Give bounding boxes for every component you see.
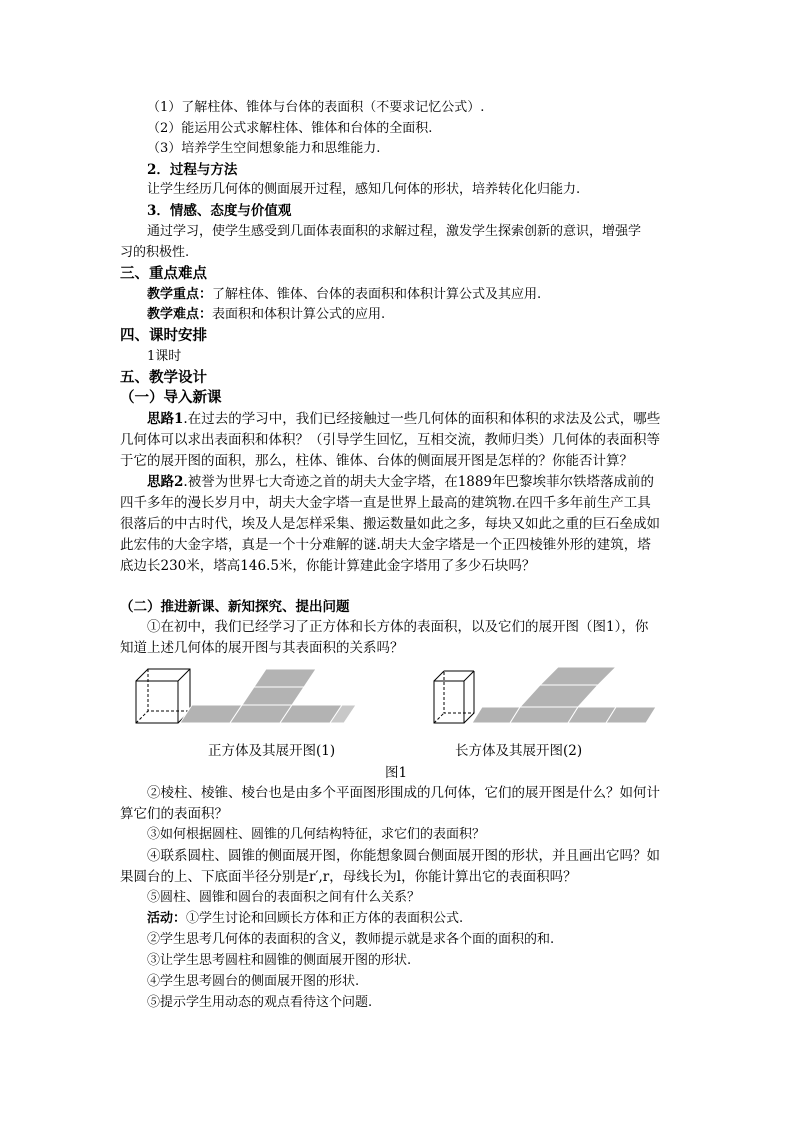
idea1-line-1 <box>147 409 660 429</box>
question-5: ⑤圆柱、圆锥和圆台的表面积之间有什么关系？ <box>147 890 421 905</box>
activity-label: 活动： <box>147 911 187 926</box>
idea2-line-4: 此宏伟的大金字塔，真是一个十分难解的谜.胡夫大金字塔是一个正四棱锥外形的建筑，塔 <box>120 537 651 553</box>
figure-label: 图1 <box>385 765 408 781</box>
cuboid-net-figure <box>428 665 660 727</box>
idea2-line-5: 底边长230米，塔高146.5米，你能计算建此金字塔用了多少石块吗？ <box>120 558 536 574</box>
process-heading: 2．过程与方法 <box>147 162 238 178</box>
idea2-line-3: 很落后的中古时代，埃及人是怎样采集、搬运数量如此之多，每块又如此之重的巨石垒成如 <box>120 516 660 532</box>
teaching-focus-text: 了解柱体、锥体、台体的表面积和体积计算公式及其应用. <box>212 287 542 302</box>
cube-net-figure <box>130 665 360 727</box>
schedule-text: 1课时 <box>147 349 182 364</box>
cuboid-drawing <box>434 671 474 723</box>
question-3: ③如何根据圆柱、圆锥的几何结构特征，求它们的表面积？ <box>147 827 486 842</box>
key-points-heading: 三、重点难点 <box>120 265 207 282</box>
question-4-line-2: 果圆台的上、下底面半径分别是r′,r，母线长为l，你能计算出它的表面积吗？ <box>120 869 577 885</box>
teaching-focus-label: 教学重点： <box>147 287 213 302</box>
figure-caption-right: 长方体及其展开图(2) <box>455 743 583 759</box>
activity-5: ⑤提示学生用动态的观点看待这个问题. <box>147 995 373 1010</box>
figure-caption-left: 正方体及其展开图(1) <box>208 743 336 759</box>
idea1-label: 思路1 <box>147 411 184 427</box>
question-1-line-2: 知道上述几何体的展开图与其表面积的关系吗？ <box>120 640 404 656</box>
cuboid-net <box>472 667 656 723</box>
cube-net <box>180 669 356 723</box>
idea2-line-2: 四千多年的漫长岁月中，胡夫大金字塔一直是世界上最高的建筑物.在四千多年前生产工具 <box>120 495 651 511</box>
goal-item-2: （2）能运用公式求解柱体、锥体和台体的全面积. <box>147 121 433 136</box>
idea2-text: .被誉为世界七大奇迹之首的胡夫大金字塔，在1889年巴黎埃菲尔铁塔落成前的 <box>183 474 655 490</box>
emotion-heading: 3．情感、态度与价值观 <box>147 203 292 219</box>
teaching-focus <box>147 285 541 305</box>
teaching-difficulty <box>147 305 385 325</box>
teaching-difficulty-text: 表面积和体积计算公式的应用. <box>212 307 386 322</box>
activity-1: ①学生讨论和回顾长方体和正方体的表面积公式. <box>186 911 464 926</box>
emotion-text-1: 通过学习，使学生感受到几面体表面积的求解过程，激发学生探索创新的意识，增强学 <box>147 224 642 239</box>
question-2-line-2: 算它们的表面积？ <box>120 806 228 822</box>
idea2-label: 思路2 <box>147 474 184 490</box>
emotion-text-2: 习的积极性. <box>120 245 190 260</box>
teaching-difficulty-label: 教学难点： <box>147 307 213 322</box>
activity-line-1 <box>147 909 463 929</box>
goal-item-3: （3）培养学生空间想象能力和思维能力. <box>147 141 381 156</box>
activity-4: ④学生思考圆台的侧面展开图的形状. <box>147 974 360 989</box>
question-4-line-1: ④联系圆柱、圆锥的侧面展开图，你能想象圆台侧面展开图的形状，并且画出它吗？如 <box>147 848 660 864</box>
goal-item-1: （1）了解柱体、锥体与台体的表面积（不要求记忆公式）. <box>147 100 485 115</box>
new-lesson-heading: （二）推进新课、新知探究、提出问题 <box>120 599 350 615</box>
question-1-line-1: ①在初中，我们已经学习了正方体和长方体的表面积，以及它们的展开图（图1），你 <box>147 619 649 635</box>
cube-drawing <box>136 669 190 723</box>
idea1-line-2: 几何体可以求出表面积和体积？（引导学生回忆，互相交流，教师归类）几何体的表面积等 <box>120 432 660 448</box>
process-text: 让学生经历几何体的侧面展开过程，感知几何体的形状，培养转化化归能力. <box>147 182 581 197</box>
schedule-heading: 四、课时安排 <box>120 327 207 344</box>
idea2-line-1 <box>147 472 654 492</box>
idea1-line-3: 于它的展开图的面积，那么，柱体、锥体、台体的侧面展开图是怎样的？你能否计算？ <box>120 453 633 469</box>
intro-heading: （一）导入新课 <box>120 389 222 406</box>
idea1-text: .在过去的学习中，我们已经接触过一些几何体的面积和体积的求法及公式，哪些 <box>183 411 661 427</box>
question-2-line-1: ②棱柱、棱锥、棱台也是由多个平面图形围成的几何体，它们的展开图是什么？如何计 <box>147 785 660 801</box>
design-heading: 五、教学设计 <box>120 369 207 386</box>
activity-2: ②学生思考几何体的表面积的含义，教师提示就是求各个面的面积的和. <box>147 932 555 947</box>
activity-3: ③让学生思考圆柱和圆锥的侧面展开图的形状. <box>147 953 412 968</box>
